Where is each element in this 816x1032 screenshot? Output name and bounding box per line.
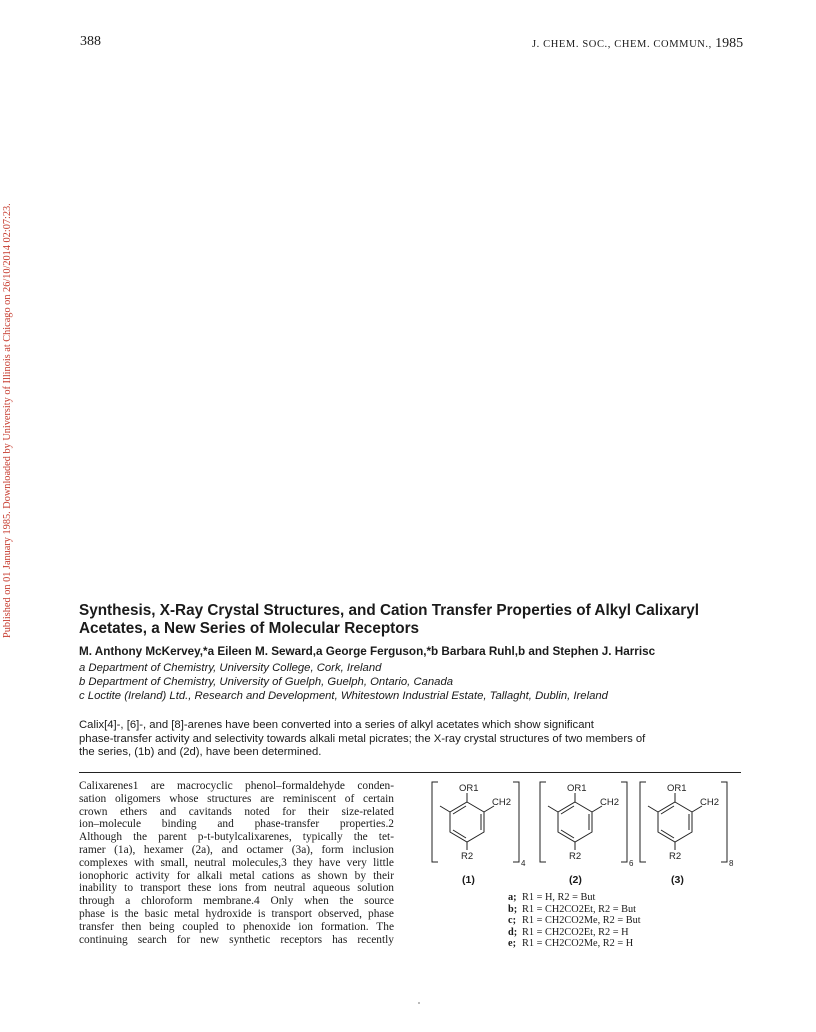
download-watermark-text: Published on 01 January 1985. Downloaded by University of Illinois at Chicago on 26/10/2014 02:07:23. xyxy=(2,203,13,638)
abstract-line: phase-transfer activity and selectivity towards alkali metal picrates; the X-ray crystal structures of two members of xyxy=(79,732,646,745)
definition-row xyxy=(508,927,641,939)
definition-key: c; xyxy=(508,915,516,927)
definition-key: d; xyxy=(508,926,518,938)
affiliation-b: b Department of Chemistry, University of Guelph, Guelph, Ontario, Canada xyxy=(79,676,454,688)
body-line: complexes with small, neutral molecules,3 they have very little xyxy=(79,856,394,869)
structure-label-3: (3) xyxy=(671,874,684,886)
repeat-subscript: 6 xyxy=(629,859,634,868)
or-label: OR1 xyxy=(667,783,687,794)
or-label: OR1 xyxy=(567,783,587,794)
body-line: Calixarenes1 are macrocyclic phenol–formaldehyde conden- xyxy=(79,780,394,792)
r-label: R2 xyxy=(669,851,682,862)
definition-row xyxy=(508,938,641,950)
body-line: through a chloroform membrane.4 Only when the source xyxy=(79,895,394,908)
ch2-label: CH2 xyxy=(700,797,720,808)
or-label: OR1 xyxy=(459,783,479,794)
page-number: 388 xyxy=(80,34,101,49)
definition-text: R1 = CH2CO2Et, R2 = But xyxy=(522,903,637,915)
journal-name: J. CHEM. SOC., CHEM. COMMUN., xyxy=(532,39,712,50)
body-line: continuing search for new synthetic receptors has recently xyxy=(79,933,394,946)
definition-key: a; xyxy=(508,892,517,903)
repeat-subscript: 8 xyxy=(729,859,734,868)
abstract xyxy=(79,719,741,760)
body-paragraph xyxy=(79,780,394,946)
abstract-line: the series, (1b) and (2d), have been determined. xyxy=(79,746,322,759)
definition-text: R1 = CH2CO2Me, R2 = But xyxy=(522,915,641,927)
author-list: M. Anthony McKervey,*a Eileen M. Seward,a George Ferguson,*b Barbara Ruhl,b and Stephen J. Harrisc xyxy=(79,645,656,658)
running-head xyxy=(532,36,743,52)
section-divider xyxy=(79,772,741,773)
ch2-label: CH2 xyxy=(600,797,620,808)
repeat-subscript: 4 xyxy=(521,859,526,868)
calixarene-structures-figure xyxy=(428,780,758,890)
structure-2-drawing xyxy=(540,782,627,862)
body-line: Although the parent p-t-butylcalixarenes, typically the tet- xyxy=(79,831,394,844)
download-watermark xyxy=(2,180,16,640)
body-line: transfer then being coupled to phenoxide ion formation. The xyxy=(79,920,394,933)
structure-1-drawing xyxy=(432,782,519,862)
definition-text: R1 = CH2CO2Et, R2 = H xyxy=(522,926,629,938)
structure-3-drawing xyxy=(640,782,727,862)
page-mark xyxy=(418,1002,420,1004)
affiliation-a: a Department of Chemistry, University College, Cork, Ireland xyxy=(79,662,382,674)
body-line: ramer (1a), hexamer (2a), and octamer (3a), form inclusion xyxy=(79,843,394,856)
substituent-definitions xyxy=(508,892,641,950)
body-line: crown ethers and cavitands noted for their size-related xyxy=(79,805,394,818)
definition-key: b; xyxy=(508,903,518,915)
ch2-label: CH2 xyxy=(492,797,512,808)
affiliation-c: c Loctite (Ireland) Ltd., Research and Development, Whitestown Industrial Estate, Tallaght, Dublin, Ireland xyxy=(79,690,608,702)
body-line: ion–molecule binding and phase-transfer properties.2 xyxy=(79,818,394,831)
definition-key: e; xyxy=(508,938,516,950)
title-line-2: Acetates, a New Series of Molecular Receptors xyxy=(79,620,420,637)
article-title xyxy=(79,602,739,638)
definition-row xyxy=(508,915,641,927)
r-label: R2 xyxy=(569,851,582,862)
definition-text: R1 = CH2CO2Me, R2 = H xyxy=(522,938,634,950)
structure-label-1: (1) xyxy=(462,874,475,886)
structure-label-2: (2) xyxy=(569,874,582,886)
definition-row xyxy=(508,892,641,904)
r-label: R2 xyxy=(461,851,474,862)
journal-year: 1985 xyxy=(715,36,744,51)
body-line: inability to transport these ions from neutral aqueous solution xyxy=(79,882,394,895)
definition-row xyxy=(508,904,641,916)
definition-text: R1 = H, R2 = But xyxy=(522,892,596,903)
body-line: sation oligomers whose structures are reminiscent of certain xyxy=(79,792,394,805)
abstract-line: Calix[4]-, [6]-, and [8]-arenes have been converted into a series of alkyl acetates which show significant xyxy=(79,719,594,731)
body-line: ionophoric activity for alkali metal cations as shown by their xyxy=(79,869,394,882)
title-line-1: Synthesis, X-Ray Crystal Structures, and Cation Transfer Properties of Alkyl Calixaryl xyxy=(79,602,700,619)
body-line: phase is the basic metal hydroxide is transport observed, phase xyxy=(79,907,394,920)
